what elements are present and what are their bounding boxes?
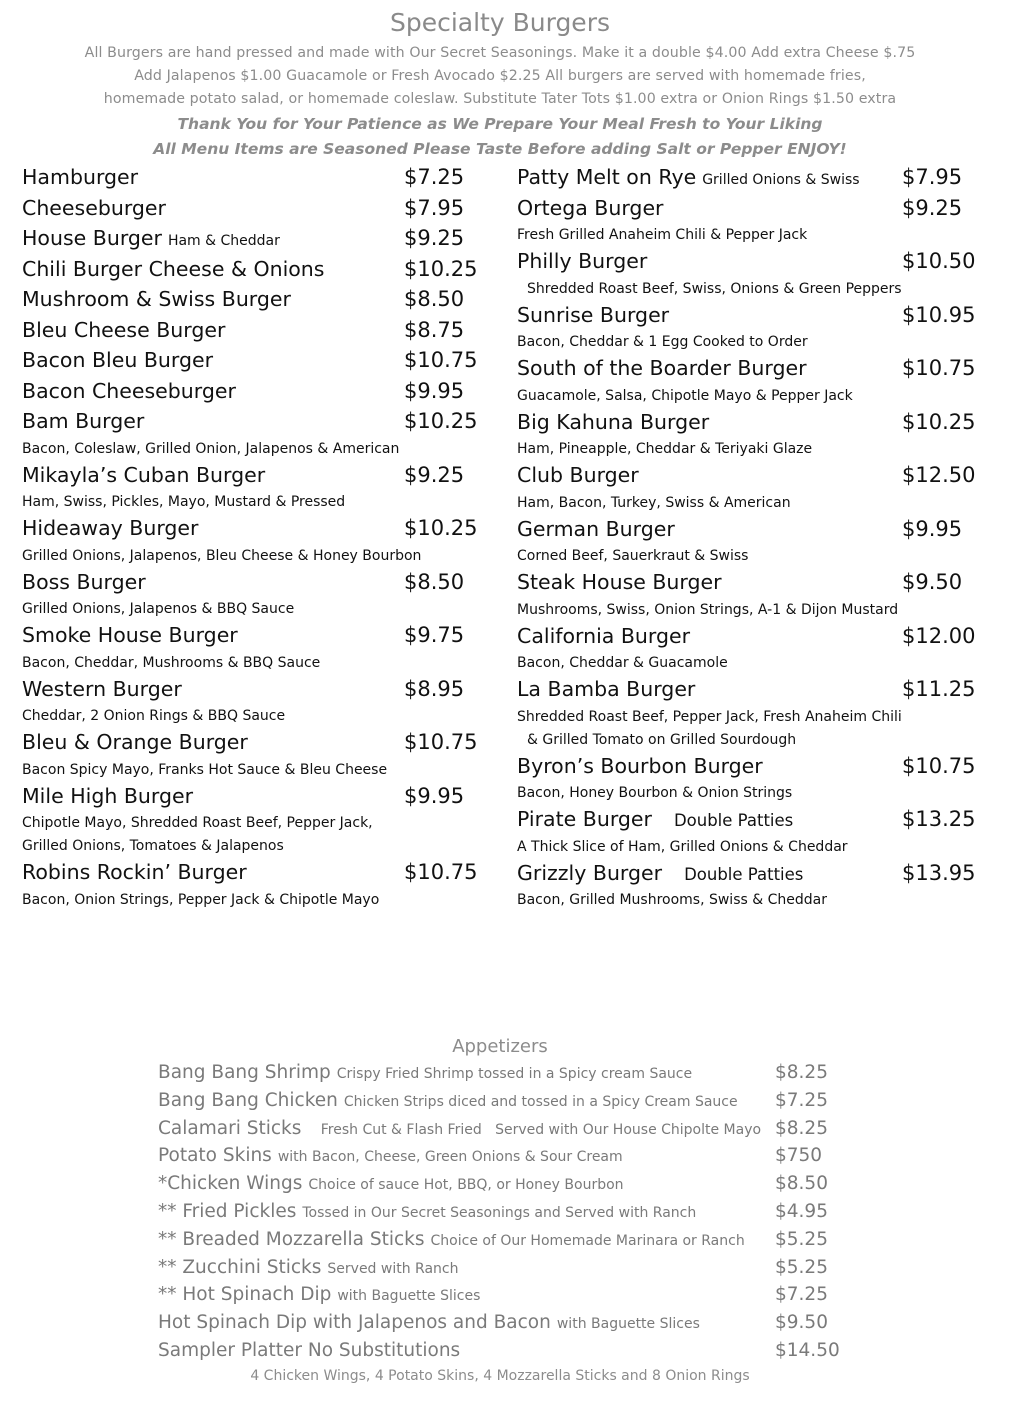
item-description: Chipotle Mayo, Shredded Roast Beef, Pepper Jack, <box>22 815 373 831</box>
item-name <box>22 318 225 342</box>
item-price: $7.95 <box>404 195 465 220</box>
item-price: $13.25 <box>902 807 976 831</box>
item-price: $10.75 <box>404 730 478 754</box>
thanks-line: Thank You for Your Patience as We Prepare Your Meal Fresh to Your Liking <box>177 115 823 133</box>
item-name-text: Sunrise Burger <box>517 302 670 327</box>
appetizer-name <box>158 1118 761 1139</box>
item-name-text: Mikayla’s Cuban Burger <box>22 462 266 487</box>
item-price: $10.75 <box>902 753 976 778</box>
menu-item-row <box>22 728 482 759</box>
item-name-text: Hideaway Burger <box>22 516 199 540</box>
menu-item-row <box>517 461 977 492</box>
appetizer-name-text: *Chicken Wings <box>158 1173 303 1195</box>
item-description: Ham, Swiss, Pickles, Mayo, Mustard & Pressed <box>22 494 346 510</box>
item-name <box>517 410 709 434</box>
item-name-text: House Burger <box>22 226 162 250</box>
item-name <box>22 409 144 433</box>
item-description: & Grilled Tomato on Grilled Sourdough <box>527 731 797 748</box>
item-description: Grilled Onions, Jalapenos, Bleu Cheese & Honey Bourbon <box>22 547 422 564</box>
item-name-text: Philly Burger <box>517 249 648 273</box>
appetizer-price: $5.25 <box>775 1228 828 1250</box>
appetizer-name-text: ** Fried Pickles <box>158 1200 297 1222</box>
appetizer-description: Choice of sauce Hot, BBQ, or Honey Bourbon <box>308 1177 624 1194</box>
appetizer-name-text: ** Breaded Mozzarella Sticks <box>158 1228 425 1250</box>
appetizers-footer: 4 Chicken Wings, 4 Potato Skins, 4 Mozzarella Sticks and 8 Onion Rings <box>250 1368 750 1384</box>
appetizer-name-text: Bang Bang Shrimp <box>158 1062 331 1083</box>
item-name-text: Bacon Bleu Burger <box>22 348 214 372</box>
appetizer-price: $7.25 <box>775 1089 828 1111</box>
menu-item-row <box>22 346 482 377</box>
appetizer-price: $5.25 <box>775 1256 828 1278</box>
item-name-text: Grizzly Burger <box>517 860 663 885</box>
item-price: $9.95 <box>404 783 465 808</box>
item-name <box>517 249 647 273</box>
item-description: Shredded Roast Beef, Pepper Jack, Fresh Anaheim Chili <box>517 708 902 725</box>
item-price: $7.95 <box>902 165 963 189</box>
menu-item-row <box>22 461 482 492</box>
item-name-text: Big Kahuna Burger <box>517 409 710 434</box>
appetizer-price: $9.50 <box>775 1312 828 1334</box>
menu-item <box>517 515 977 569</box>
menu-item-row <box>22 255 482 286</box>
item-name-text: Smoke House Burger <box>22 623 238 647</box>
item-price: $9.50 <box>902 570 963 594</box>
appetizer-name <box>158 1257 459 1278</box>
appetizer-description: Tossed in Our Secret Seasonings and Served with Ranch <box>302 1204 697 1221</box>
menu-item <box>517 752 977 806</box>
item-name <box>22 570 146 594</box>
menu-item-row <box>517 354 977 385</box>
item-name <box>517 624 690 648</box>
item-name-text: Steak House Burger <box>517 570 722 594</box>
intro-line: homemade potato salad, or homemade coleslaw. Substitute Tater Tots $1.00 extra or Onion Rings $1.50 extra <box>103 91 897 107</box>
item-price: $10.25 <box>404 409 478 433</box>
appetizer-name <box>158 1284 480 1305</box>
item-price: $9.75 <box>404 623 465 647</box>
appetizer-price: $8.25 <box>775 1062 828 1083</box>
appetizer-name <box>158 1173 624 1194</box>
item-name-text: California Burger <box>517 623 691 648</box>
item-inline-desc: Double Patties <box>684 864 804 884</box>
item-name <box>22 677 182 701</box>
appetizer-row <box>158 1173 848 1201</box>
item-price: $12.50 <box>902 463 976 487</box>
menu-item-row <box>22 407 482 438</box>
menu-item <box>517 408 977 462</box>
item-price: $9.95 <box>404 378 465 403</box>
item-name <box>22 463 265 487</box>
menu-item <box>22 858 482 912</box>
item-price: $9.95 <box>902 516 963 541</box>
appetizer-description: Fresh Cut & Flash Fried Served with Our House Chipolte Mayo <box>307 1121 762 1138</box>
item-name <box>517 196 663 220</box>
item-name-text: Western Burger <box>22 676 182 701</box>
item-price: $9.25 <box>404 462 465 487</box>
appetizer-row <box>158 1284 848 1312</box>
menu-item <box>22 194 482 225</box>
item-name-text: Cheeseburger <box>22 195 166 220</box>
menu-item-row <box>22 285 482 316</box>
item-name <box>517 356 807 380</box>
appetizer-name <box>158 1062 692 1083</box>
menu-item <box>22 255 482 286</box>
item-description: Bacon, Cheddar, Mushrooms & BBQ Sauce <box>22 654 321 671</box>
item-description: Ham, Bacon, Turkey, Swiss & American <box>517 494 791 511</box>
item-price: $10.75 <box>404 860 478 884</box>
item-name <box>22 623 238 647</box>
item-name <box>517 570 722 594</box>
menu-item-row <box>517 515 977 546</box>
appetizer-row <box>158 1090 848 1118</box>
menu-item <box>517 247 977 301</box>
item-name <box>22 287 291 311</box>
appetizer-price: $8.25 <box>775 1117 828 1139</box>
menu-item-row <box>22 621 482 652</box>
item-name-text: Patty Melt on Rye <box>517 165 697 189</box>
appetizer-row <box>158 1201 848 1229</box>
item-description: Fresh Grilled Anaheim Chili & Pepper Jack <box>517 227 808 243</box>
item-name <box>22 379 236 403</box>
item-inline-desc: Grilled Onions & Swiss <box>702 172 860 188</box>
item-name-text: Boss Burger <box>22 569 146 594</box>
menu-item <box>22 316 482 347</box>
item-name-text: South of the Boarder Burger <box>517 356 807 380</box>
appetizer-price: $7.25 <box>775 1284 828 1306</box>
item-name-text: Chili Burger Cheese & Onions <box>22 256 325 281</box>
item-name-text: La Bamba Burger <box>517 677 696 701</box>
item-name <box>22 860 247 884</box>
appetizer-name <box>158 1090 738 1111</box>
thanks-line: All Menu Items are Seasoned Please Taste Before adding Salt or Pepper ENJOY! <box>153 140 847 158</box>
appetizer-name-text: ** Zucchini Sticks <box>158 1256 322 1278</box>
appetizer-row <box>158 1229 848 1257</box>
item-inline-desc: Ham & Cheddar <box>167 233 280 249</box>
item-price: $8.50 <box>404 287 465 311</box>
intro-line: Add Jalapenos $1.00 Guacamole or Fresh Avocado $2.25 All burgers are served with homemade fries, <box>134 68 866 84</box>
appetizer-name <box>158 1201 696 1222</box>
menu-item-row <box>517 805 977 836</box>
menu-item <box>22 568 482 622</box>
menu-item-row <box>22 675 482 706</box>
item-description: Grilled Onions, Tomatoes & Jalapenos <box>22 838 284 854</box>
menu-item <box>22 407 482 461</box>
appetizer-price: $8.50 <box>775 1173 828 1195</box>
item-price: $8.75 <box>404 317 465 342</box>
item-name <box>22 516 198 540</box>
menu-item <box>22 514 482 568</box>
menu-item <box>22 224 482 255</box>
item-price: $8.50 <box>404 569 465 594</box>
item-price: $9.25 <box>902 195 963 220</box>
menu-item-row <box>22 858 482 889</box>
item-description: Bacon, Cheddar & 1 Egg Cooked to Order <box>517 334 808 350</box>
appetizer-name-text: Sampler Platter No Substitutions <box>158 1339 461 1361</box>
item-name-text: Mushroom & Swiss Burger <box>22 287 291 311</box>
item-inline-desc: Double Patties <box>673 811 794 830</box>
menu-item <box>22 675 482 729</box>
menu-item <box>517 301 977 355</box>
menu-item <box>517 859 977 913</box>
menu-item <box>22 285 482 316</box>
item-name-text: Robins Rockin’ Burger <box>22 860 247 884</box>
item-name-text: Bleu & Orange Burger <box>22 730 248 754</box>
item-price: $9.25 <box>404 226 465 250</box>
appetizer-row <box>158 1340 848 1368</box>
appetizer-row <box>158 1145 848 1173</box>
item-name <box>517 807 793 831</box>
item-name <box>22 226 280 250</box>
appetizer-name <box>158 1229 745 1250</box>
appetizer-name-text: Bang Bang Chicken <box>158 1089 338 1111</box>
item-price: $11.25 <box>902 677 976 701</box>
item-name-text: German Burger <box>517 516 675 541</box>
menu-item-row <box>22 163 482 194</box>
appetizer-price: $750 <box>775 1145 823 1167</box>
item-price: $10.75 <box>902 356 976 380</box>
appetizer-row <box>158 1312 848 1340</box>
appetizer-description: with Baguette Slices <box>337 1288 481 1305</box>
menu-item <box>22 782 482 859</box>
appetizers-list <box>158 1062 848 1368</box>
item-name <box>517 861 803 885</box>
appetizer-name-text: Potato Skins <box>158 1145 272 1167</box>
menu-item-row <box>517 163 977 194</box>
menu-item <box>22 377 482 408</box>
item-name <box>517 463 639 487</box>
item-description: Cheddar, 2 Onion Rings & BBQ Sauce <box>22 708 286 724</box>
item-description: Bacon, Honey Bourbon & Onion Strings <box>517 785 793 801</box>
item-name <box>517 165 860 189</box>
item-description: Corned Beef, Sauerkraut & Swiss <box>517 548 749 564</box>
menu-item-row <box>517 622 977 653</box>
appetizer-price: $4.95 <box>775 1200 828 1222</box>
menu-item-row <box>22 377 482 408</box>
item-name <box>22 784 193 808</box>
menu-item <box>22 728 482 782</box>
burger-column-right <box>517 163 977 912</box>
item-description: A Thick Slice of Ham, Grilled Onions & Cheddar <box>517 838 848 855</box>
item-price: $10.25 <box>404 516 478 540</box>
menu-item-row <box>517 859 977 890</box>
menu-item-row <box>517 247 977 278</box>
menu-item <box>517 622 977 676</box>
item-price: $10.50 <box>902 249 976 273</box>
appetizer-name-text: Calamari Sticks <box>158 1117 302 1139</box>
item-description: Mushrooms, Swiss, Onion Strings, A-1 & Dijon Mustard <box>517 601 899 618</box>
menu-item-row <box>517 301 977 332</box>
appetizer-description: Crispy Fried Shrimp tossed in a Spicy cream Sauce <box>336 1066 693 1082</box>
menu-item <box>22 163 482 194</box>
item-description: Guacamole, Salsa, Chipotle Mayo & Pepper Jack <box>517 387 853 404</box>
menu-item-row <box>22 316 482 347</box>
menu-item-row <box>22 194 482 225</box>
item-name <box>22 730 248 754</box>
item-name <box>517 303 669 327</box>
item-name <box>22 165 138 189</box>
appetizer-name-text: Hot Spinach Dip with Jalapenos and Bacon <box>158 1312 551 1334</box>
appetizer-price: $14.50 <box>775 1339 840 1361</box>
item-name-text: Ortega Burger <box>517 195 664 220</box>
appetizer-name-text: ** Hot Spinach Dip <box>158 1284 332 1306</box>
item-description: Ham, Pineapple, Cheddar & Teriyaki Glaze <box>517 441 813 457</box>
item-price: $8.95 <box>404 676 465 701</box>
item-name-text: Bacon Cheeseburger <box>22 378 236 403</box>
item-name-text: Bleu Cheese Burger <box>22 317 226 342</box>
item-description: Bacon Spicy Mayo, Franks Hot Sauce & Bleu Cheese <box>22 761 388 778</box>
intro-line: All Burgers are hand pressed and made with Our Secret Seasonings. Make it a double $4.00 Add extra Cheese $.75 <box>84 45 916 61</box>
item-price: $7.25 <box>404 165 465 189</box>
item-description: Grilled Onions, Jalapenos & BBQ Sauce <box>22 601 295 617</box>
item-price: $10.95 <box>902 302 976 327</box>
menu-item-row <box>517 675 977 706</box>
appetizer-name <box>158 1340 460 1361</box>
appetizer-row <box>158 1062 848 1090</box>
appetizer-description: Served with Ranch <box>327 1260 459 1277</box>
item-name <box>517 754 763 778</box>
menu-item <box>22 346 482 377</box>
appetizer-name <box>158 1312 700 1333</box>
menu-item <box>517 354 977 408</box>
item-name <box>22 257 325 281</box>
item-description: Bacon, Onion Strings, Pepper Jack & Chipotle Mayo <box>22 891 380 908</box>
item-name-text: Club Burger <box>517 463 639 487</box>
item-name-text: Bam Burger <box>22 409 145 433</box>
menu-item-row <box>517 408 977 439</box>
item-description: Shredded Roast Beef, Swiss, Onions & Green Peppers <box>527 280 902 297</box>
menu-item <box>22 621 482 675</box>
burger-column-left <box>22 163 482 912</box>
menu-item <box>517 568 977 622</box>
item-description: Bacon, Cheddar & Guacamole <box>517 655 728 671</box>
menu-item <box>22 461 482 515</box>
item-price: $10.25 <box>902 409 976 434</box>
item-price: $10.25 <box>404 256 478 281</box>
item-price: $12.00 <box>902 623 976 648</box>
appetizer-description: Choice of Our Homemade Marinara or Ranch <box>430 1232 745 1249</box>
menu-title: Specialty Burgers <box>389 8 610 37</box>
menu-item-row <box>517 752 977 783</box>
menu-item-row <box>22 782 482 813</box>
menu-item <box>517 194 977 248</box>
item-price: $13.95 <box>902 860 976 885</box>
appetizer-description: with Baguette Slices <box>556 1316 700 1333</box>
item-name <box>517 677 695 701</box>
item-description: Bacon, Coleslaw, Grilled Onion, Jalapenos & American <box>22 440 400 457</box>
item-name-text: Byron’s Bourbon Burger <box>517 753 763 778</box>
item-name <box>517 517 675 541</box>
item-name <box>22 196 166 220</box>
item-price: $10.75 <box>404 348 478 372</box>
menu-item <box>517 461 977 515</box>
appetizer-description: Chicken Strips diced and tossed in a Spicy Cream Sauce <box>343 1093 738 1110</box>
item-description: Bacon, Grilled Mushrooms, Swiss & Cheddar <box>517 892 827 908</box>
appetizer-description: with Bacon, Cheese, Green Onions & Sour Cream <box>277 1149 623 1166</box>
item-name <box>22 348 213 372</box>
menu-item-row <box>22 568 482 599</box>
appetizer-row <box>158 1257 848 1285</box>
appetizer-row <box>158 1118 848 1146</box>
item-name-text: Mile High Burger <box>22 783 194 808</box>
menu-item <box>517 805 977 859</box>
item-name-text: Pirate Burger <box>517 807 652 831</box>
menu-item-row <box>22 514 482 545</box>
menu-item-row <box>517 568 977 599</box>
appetizers-title: Appetizers <box>452 1036 548 1057</box>
appetizer-name <box>158 1145 623 1166</box>
menu-item <box>517 163 977 194</box>
menu-item-row <box>22 224 482 255</box>
item-name-text: Hamburger <box>22 165 139 189</box>
menu-item-row <box>517 194 977 225</box>
menu-item <box>517 675 977 752</box>
